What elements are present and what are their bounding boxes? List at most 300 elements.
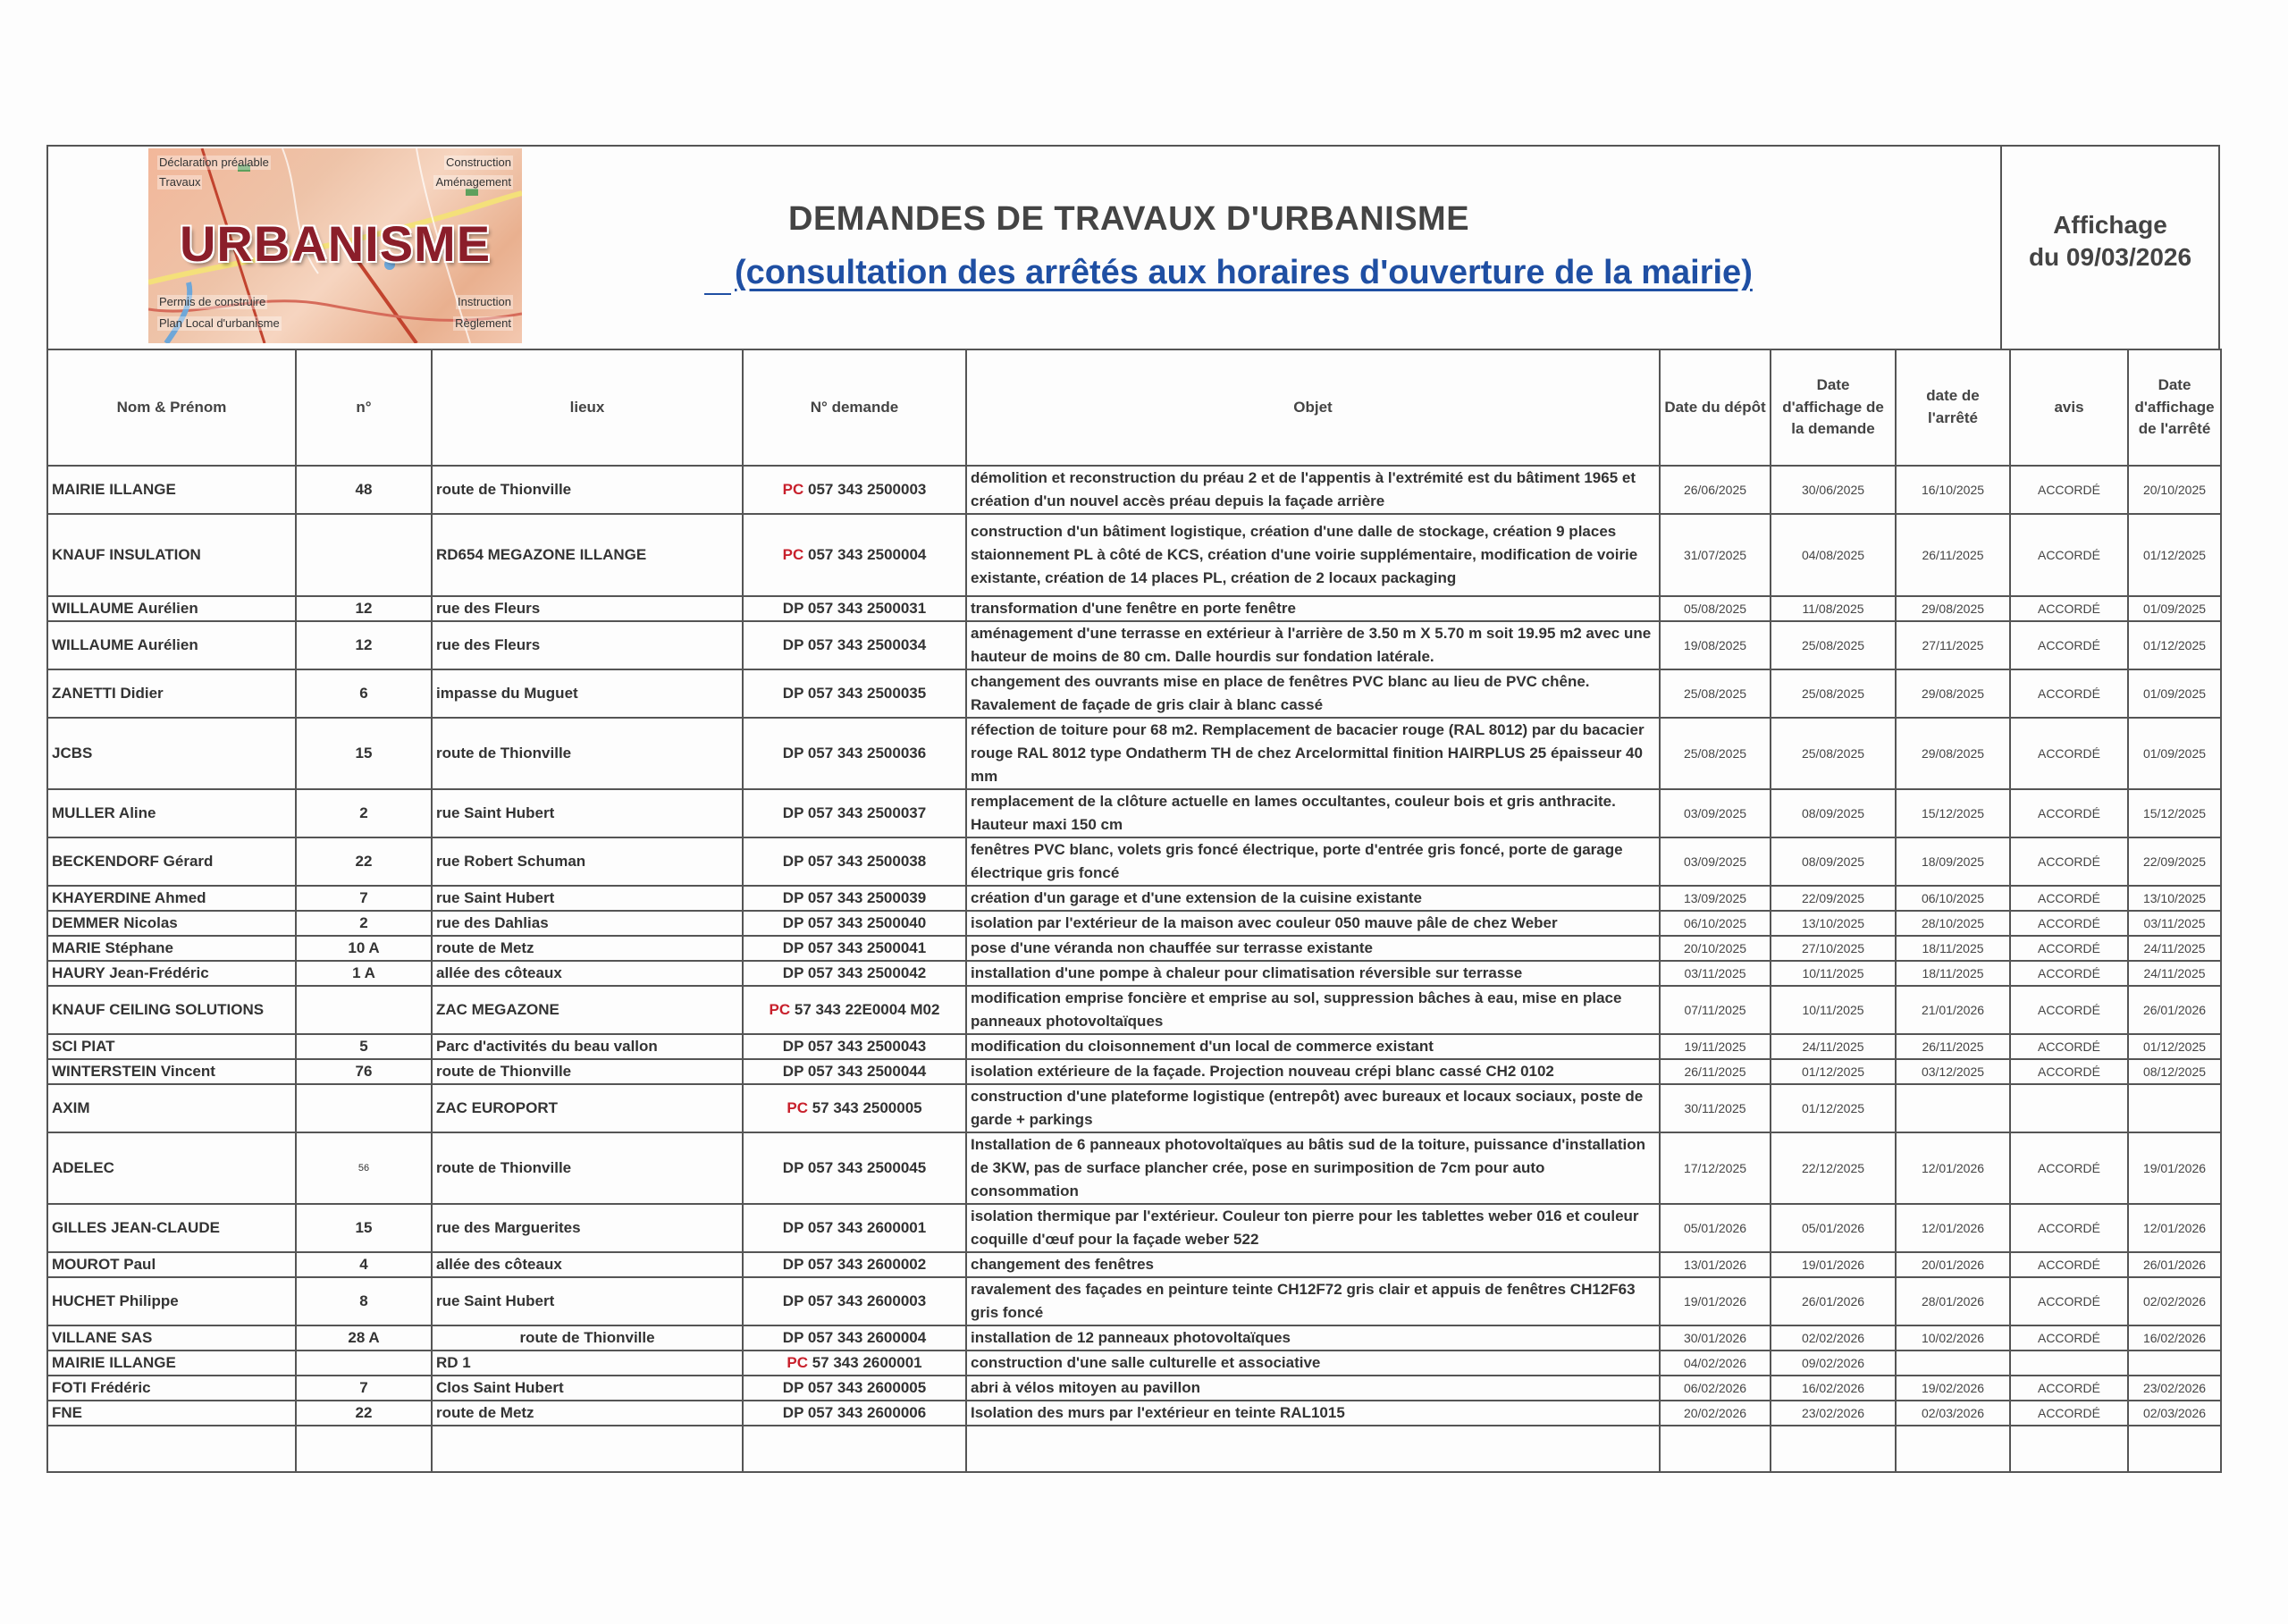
table-row bbox=[47, 986, 2221, 1034]
location: route de Metz bbox=[432, 1401, 743, 1426]
street-number bbox=[296, 1351, 432, 1376]
date-affichage-arrete: 01/09/2025 bbox=[2128, 596, 2221, 621]
column-header-col-numero: n° bbox=[296, 349, 432, 466]
request-type: DP bbox=[782, 939, 804, 956]
request-number bbox=[743, 886, 966, 911]
request-id: 57 343 2500005 bbox=[812, 1099, 922, 1116]
request-type: DP bbox=[782, 1063, 804, 1080]
table-row bbox=[47, 936, 2221, 961]
logo-tags-row bbox=[157, 295, 513, 309]
location: route de Thionville bbox=[432, 1132, 743, 1204]
request-object: création d'un garage et d'une extension de la cuisine existante bbox=[966, 886, 1660, 911]
date-depot: 30/11/2025 bbox=[1660, 1084, 1771, 1132]
date-affichage-arrete: 08/12/2025 bbox=[2128, 1059, 2221, 1084]
street-number: 2 bbox=[296, 789, 432, 837]
request-type: DP bbox=[782, 1256, 804, 1273]
date-depot: 03/09/2025 bbox=[1660, 837, 1771, 886]
date-affichage-arrete: 02/03/2026 bbox=[2128, 1401, 2221, 1426]
request-number bbox=[743, 1084, 966, 1132]
applicant-name: JCBS bbox=[47, 718, 296, 789]
applicant-name: MOUROT Paul bbox=[47, 1252, 296, 1277]
request-id: 57 343 22E0004 M02 bbox=[794, 1001, 940, 1018]
date-arrete: 29/08/2025 bbox=[1896, 718, 2010, 789]
applicant-name: ZANETTI Didier bbox=[47, 669, 296, 718]
date-affichage-demande: 04/08/2025 bbox=[1771, 514, 1896, 596]
avis-status: ACCORDÉ bbox=[2010, 1252, 2128, 1277]
location: ZAC MEGAZONE bbox=[432, 986, 743, 1034]
request-number bbox=[743, 961, 966, 986]
date-arrete: 28/01/2026 bbox=[1896, 1277, 2010, 1325]
location: Clos Saint Hubert bbox=[432, 1376, 743, 1401]
request-id: 057 343 2500036 bbox=[807, 745, 927, 762]
request-number bbox=[743, 1401, 966, 1426]
avis-status: ACCORDÉ bbox=[2010, 1376, 2128, 1401]
date-affichage-arrete: 01/12/2025 bbox=[2128, 1034, 2221, 1059]
date-arrete: 19/02/2026 bbox=[1896, 1376, 2010, 1401]
location: Parc d'activités du beau vallon bbox=[432, 1034, 743, 1059]
date-affichage-demande: 11/08/2025 bbox=[1771, 596, 1896, 621]
street-number: 22 bbox=[296, 1401, 432, 1426]
request-number bbox=[743, 1132, 966, 1204]
date-arrete: 29/08/2025 bbox=[1896, 669, 2010, 718]
street-number: 8 bbox=[296, 1277, 432, 1325]
date-depot: 13/09/2025 bbox=[1660, 886, 1771, 911]
request-id: 57 343 2600001 bbox=[812, 1354, 922, 1371]
request-number bbox=[743, 986, 966, 1034]
date-affichage-demande: 01/12/2025 bbox=[1771, 1084, 1896, 1132]
avis-status bbox=[2010, 1084, 2128, 1132]
avis-status: ACCORDÉ bbox=[2010, 936, 2128, 961]
date-affichage-demande: 08/09/2025 bbox=[1771, 789, 1896, 837]
request-object: pose d'une véranda non chauffée sur terrasse existante bbox=[966, 936, 1660, 961]
table-row bbox=[47, 1059, 2221, 1084]
date-arrete: 15/12/2025 bbox=[1896, 789, 2010, 837]
request-id: 057 343 2500041 bbox=[807, 939, 927, 956]
column-header-col-objet: Objet bbox=[966, 349, 1660, 466]
request-type: DP bbox=[782, 964, 804, 981]
request-id: 057 343 2600004 bbox=[807, 1329, 927, 1346]
date-depot: 26/06/2025 bbox=[1660, 466, 1771, 514]
location: rue des Fleurs bbox=[432, 621, 743, 669]
date-affichage-arrete: 24/11/2025 bbox=[2128, 961, 2221, 986]
table-row bbox=[47, 1132, 2221, 1204]
applicant-name: HAURY Jean-Frédéric bbox=[47, 961, 296, 986]
date-affichage-demande: 26/01/2026 bbox=[1771, 1277, 1896, 1325]
street-number: 15 bbox=[296, 718, 432, 789]
request-type: DP bbox=[782, 1038, 804, 1055]
applicant-name: DEMMER Nicolas bbox=[47, 911, 296, 936]
table-body bbox=[47, 466, 2221, 1472]
date-affichage-arrete: 01/09/2025 bbox=[2128, 669, 2221, 718]
column-header-col-date-affichage-arrete: Date d'affichage de l'arrêté bbox=[2128, 349, 2221, 466]
request-type: PC bbox=[786, 1099, 808, 1116]
urbanisme-logo-image bbox=[148, 148, 522, 343]
date-depot: 30/01/2026 bbox=[1660, 1325, 1771, 1351]
request-object: isolation extérieure de la façade. Projection nouveau crépi blanc cassé CH2 0102 bbox=[966, 1059, 1660, 1084]
location: route de Thionville bbox=[432, 1059, 743, 1084]
logo-tags-row bbox=[157, 316, 513, 331]
request-object: installation d'une pompe à chaleur pour climatisation réversible sur terrasse bbox=[966, 961, 1660, 986]
request-type: DP bbox=[782, 853, 804, 870]
applicant-name: AXIM bbox=[47, 1084, 296, 1132]
date-arrete: 21/01/2026 bbox=[1896, 986, 2010, 1034]
date-depot: 06/10/2025 bbox=[1660, 911, 1771, 936]
request-type: DP bbox=[782, 889, 804, 906]
date-depot: 04/02/2026 bbox=[1660, 1351, 1771, 1376]
request-number bbox=[743, 596, 966, 621]
date-depot: 20/10/2025 bbox=[1660, 936, 1771, 961]
street-number: 76 bbox=[296, 1059, 432, 1084]
table-row bbox=[47, 886, 2221, 911]
location: route de Thionville bbox=[432, 466, 743, 514]
request-id: 057 343 2500044 bbox=[807, 1063, 927, 1080]
location: rue Saint Hubert bbox=[432, 1277, 743, 1325]
request-number bbox=[743, 911, 966, 936]
request-number bbox=[743, 789, 966, 837]
request-type: PC bbox=[782, 481, 804, 498]
date-affichage-demande: 16/02/2026 bbox=[1771, 1376, 1896, 1401]
request-id: 057 343 2500042 bbox=[807, 964, 927, 981]
request-object: construction d'une plateforme logistique (entrepôt) avec bureaux et locaux sociaux, poste de garde + parkings bbox=[966, 1084, 1660, 1132]
date-affichage-demande: 30/06/2025 bbox=[1771, 466, 1896, 514]
date-arrete: 10/02/2026 bbox=[1896, 1325, 2010, 1351]
date-affichage-demande: 25/08/2025 bbox=[1771, 669, 1896, 718]
avis-status: ACCORDÉ bbox=[2010, 1059, 2128, 1084]
affichage-box bbox=[2000, 147, 2218, 350]
request-number bbox=[743, 1059, 966, 1084]
date-affichage-arrete: 19/01/2026 bbox=[2128, 1132, 2221, 1204]
request-number bbox=[743, 669, 966, 718]
date-affichage-demande: 01/12/2025 bbox=[1771, 1059, 1896, 1084]
street-number bbox=[296, 1084, 432, 1132]
date-arrete: 18/11/2025 bbox=[1896, 936, 2010, 961]
affichage-date: du 09/03/2026 bbox=[2028, 243, 2192, 272]
request-type: DP bbox=[782, 1329, 804, 1346]
applicant-name: KNAUF CEILING SOLUTIONS bbox=[47, 986, 296, 1034]
applicant-name: KNAUF INSULATION bbox=[47, 514, 296, 596]
request-id: 057 343 2500004 bbox=[808, 546, 927, 563]
avis-status: ACCORDÉ bbox=[2010, 1204, 2128, 1252]
empty-cell bbox=[966, 1426, 1660, 1472]
empty-cell bbox=[432, 1426, 743, 1472]
request-id: 057 343 2600003 bbox=[807, 1292, 927, 1309]
date-affichage-arrete: 23/02/2026 bbox=[2128, 1376, 2221, 1401]
affichage-label: Affichage bbox=[2053, 211, 2167, 239]
request-type: DP bbox=[782, 1219, 804, 1236]
logo-tag: Construction bbox=[446, 156, 511, 169]
date-affichage-demande: 10/11/2025 bbox=[1771, 986, 1896, 1034]
column-header-col-date-depot: Date du dépôt bbox=[1660, 349, 1771, 466]
column-header-col-lieux: lieux bbox=[432, 349, 743, 466]
request-type: DP bbox=[782, 804, 804, 821]
street-number: 48 bbox=[296, 466, 432, 514]
date-depot: 17/12/2025 bbox=[1660, 1132, 1771, 1204]
table-row bbox=[47, 514, 2221, 596]
avis-status: ACCORDÉ bbox=[2010, 789, 2128, 837]
location: route de Metz bbox=[432, 936, 743, 961]
table-row bbox=[47, 466, 2221, 514]
date-arrete bbox=[1896, 1084, 2010, 1132]
request-id: 057 343 2600001 bbox=[807, 1219, 927, 1236]
location: rue des Fleurs bbox=[432, 596, 743, 621]
request-type: PC bbox=[782, 546, 804, 563]
request-object: construction d'une salle culturelle et associative bbox=[966, 1351, 1660, 1376]
avis-status: ACCORDÉ bbox=[2010, 837, 2128, 886]
table-row bbox=[47, 1252, 2221, 1277]
logo-tags-row bbox=[157, 156, 513, 170]
date-affichage-arrete: 03/11/2025 bbox=[2128, 911, 2221, 936]
location: impasse du Muguet bbox=[432, 669, 743, 718]
request-object: Installation de 6 panneaux photovoltaïques au bâtis sud de la toiture, puissance d'installation de 3KW, pas de surface plancher crée, pose en surimposition de 7cm pour auto consommation bbox=[966, 1132, 1660, 1204]
request-number bbox=[743, 1277, 966, 1325]
request-number bbox=[743, 621, 966, 669]
date-arrete: 28/10/2025 bbox=[1896, 911, 2010, 936]
logo-tag: Aménagement bbox=[435, 175, 511, 189]
empty-cell bbox=[296, 1426, 432, 1472]
date-affichage-arrete: 24/11/2025 bbox=[2128, 936, 2221, 961]
request-object: démolition et reconstruction du préau 2 et de l'appentis à l'extrémité est du bâtiment 1965 et création d'un nouvel accès préau depuis la façade arrière bbox=[966, 466, 1660, 514]
street-number: 56 bbox=[296, 1132, 432, 1204]
avis-status: ACCORDÉ bbox=[2010, 1034, 2128, 1059]
location: ZAC EUROPORT bbox=[432, 1084, 743, 1132]
applicant-name: ADELEC bbox=[47, 1132, 296, 1204]
applicant-name: MAIRIE ILLANGE bbox=[47, 466, 296, 514]
logo-tags-row bbox=[157, 175, 513, 189]
request-number bbox=[743, 1034, 966, 1059]
table-row bbox=[47, 621, 2221, 669]
request-object: fenêtres PVC blanc, volets gris foncé électrique, porte d'entrée gris foncé, porte de garage électrique gris foncé bbox=[966, 837, 1660, 886]
request-type: DP bbox=[782, 1379, 804, 1396]
date-arrete: 20/01/2026 bbox=[1896, 1252, 2010, 1277]
applicant-name: WILLAUME Aurélien bbox=[47, 621, 296, 669]
table-row bbox=[47, 1401, 2221, 1426]
date-affichage-demande: 05/01/2026 bbox=[1771, 1204, 1896, 1252]
logo-tag: Plan Local d'urbanisme bbox=[159, 316, 280, 330]
date-affichage-demande: 24/11/2025 bbox=[1771, 1034, 1896, 1059]
request-id: 057 343 2500038 bbox=[807, 853, 927, 870]
date-affichage-arrete: 20/10/2025 bbox=[2128, 466, 2221, 514]
request-id: 057 343 2500037 bbox=[807, 804, 927, 821]
applicant-name: BECKENDORF Gérard bbox=[47, 837, 296, 886]
table-row bbox=[47, 789, 2221, 837]
document-header bbox=[46, 145, 2220, 349]
street-number bbox=[296, 986, 432, 1034]
date-affichage-arrete bbox=[2128, 1084, 2221, 1132]
applicant-name: MAIRIE ILLANGE bbox=[47, 1351, 296, 1376]
date-arrete: 18/09/2025 bbox=[1896, 837, 2010, 886]
date-depot: 03/09/2025 bbox=[1660, 789, 1771, 837]
request-id: 057 343 2500031 bbox=[807, 600, 927, 617]
request-number bbox=[743, 718, 966, 789]
applicant-name: SCI PIAT bbox=[47, 1034, 296, 1059]
date-depot: 05/08/2025 bbox=[1660, 596, 1771, 621]
applicant-name: MULLER Aline bbox=[47, 789, 296, 837]
table-row bbox=[47, 1376, 2221, 1401]
request-id: 057 343 2500040 bbox=[807, 914, 927, 931]
request-type: DP bbox=[782, 685, 804, 702]
table-row bbox=[47, 1204, 2221, 1252]
request-type: DP bbox=[782, 745, 804, 762]
request-number bbox=[743, 1252, 966, 1277]
location: RD654 MEGAZONE ILLANGE bbox=[432, 514, 743, 596]
date-depot: 06/02/2026 bbox=[1660, 1376, 1771, 1401]
applicant-name: MARIE Stéphane bbox=[47, 936, 296, 961]
street-number: 10 A bbox=[296, 936, 432, 961]
date-affichage-demande: 19/01/2026 bbox=[1771, 1252, 1896, 1277]
avis-status bbox=[2010, 1351, 2128, 1376]
applicant-name: WINTERSTEIN Vincent bbox=[47, 1059, 296, 1084]
request-type: DP bbox=[782, 636, 804, 653]
applicant-name: FOTI Frédéric bbox=[47, 1376, 296, 1401]
request-object: ravalement des façades en peinture teinte CH12F72 gris clair et appuis de fenêtres CH12F63 gris foncé bbox=[966, 1277, 1660, 1325]
date-affichage-arrete: 02/02/2026 bbox=[2128, 1277, 2221, 1325]
location: rue Saint Hubert bbox=[432, 789, 743, 837]
applicant-name: VILLANE SAS bbox=[47, 1325, 296, 1351]
date-depot: 26/11/2025 bbox=[1660, 1059, 1771, 1084]
location: rue Robert Schuman bbox=[432, 837, 743, 886]
empty-cell bbox=[1771, 1426, 1896, 1472]
request-object: changement des fenêtres bbox=[966, 1252, 1660, 1277]
date-depot: 07/11/2025 bbox=[1660, 986, 1771, 1034]
date-affichage-arrete: 15/12/2025 bbox=[2128, 789, 2221, 837]
logo-tag: Règlement bbox=[455, 316, 511, 330]
date-arrete: 18/11/2025 bbox=[1896, 961, 2010, 986]
empty-cell bbox=[743, 1426, 966, 1472]
request-id: 057 343 2500039 bbox=[807, 889, 927, 906]
table-row bbox=[47, 837, 2221, 886]
column-header-col-date-affichage-demande: Date d'affichage de la demande bbox=[1771, 349, 1896, 466]
request-type: DP bbox=[782, 1404, 804, 1421]
date-arrete: 29/08/2025 bbox=[1896, 596, 2010, 621]
date-arrete: 12/01/2026 bbox=[1896, 1132, 2010, 1204]
avis-status: ACCORDÉ bbox=[2010, 514, 2128, 596]
date-affichage-demande: 02/02/2026 bbox=[1771, 1325, 1896, 1351]
location: route de Thionville bbox=[432, 718, 743, 789]
avis-status: ACCORDÉ bbox=[2010, 1325, 2128, 1351]
request-type: DP bbox=[782, 1159, 804, 1176]
request-object: réfection de toiture pour 68 m2. Remplacement de bacacier rouge (RAL 8012) par du bacacier rouge RAL 8012 type Ondatherm TH de chez Arcelormittal finition HAIRPLUS 25 épaisseur 40 mm bbox=[966, 718, 1660, 789]
request-object: remplacement de la clôture actuelle en lames occultantes, couleur bois et gris anthracite. Hauteur maxi 150 cm bbox=[966, 789, 1660, 837]
date-affichage-arrete: 26/01/2026 bbox=[2128, 986, 2221, 1034]
table-row bbox=[47, 1325, 2221, 1351]
location: rue des Marguerites bbox=[432, 1204, 743, 1252]
page-title: DEMANDES DE TRAVAUX D'URBANISME bbox=[788, 200, 1470, 238]
empty-cell bbox=[2128, 1426, 2221, 1472]
date-arrete: 16/10/2025 bbox=[1896, 466, 2010, 514]
request-id: 057 343 2500043 bbox=[807, 1038, 927, 1055]
request-number bbox=[743, 837, 966, 886]
date-affichage-arrete: 16/02/2026 bbox=[2128, 1325, 2221, 1351]
request-object: construction d'un bâtiment logistique, création d'une dalle de stockage, création 9 places staionnement PL à côté de KCS, création d'une voirie supplémentaire, modification de voirie existante, création de 14 places PL, création de 2 locaux packaging bbox=[966, 514, 1660, 596]
avis-status: ACCORDÉ bbox=[2010, 669, 2128, 718]
date-affichage-demande: 25/08/2025 bbox=[1771, 718, 1896, 789]
date-depot: 03/11/2025 bbox=[1660, 961, 1771, 986]
request-object: isolation thermique par l'extérieur. Couleur ton pierre pour les tablettes weber 016 et couleur coquille d'œuf pour la façade weber 522 bbox=[966, 1204, 1660, 1252]
location: route de Thionville bbox=[432, 1325, 743, 1351]
request-number bbox=[743, 1376, 966, 1401]
request-id: 057 343 2500045 bbox=[807, 1159, 927, 1176]
date-depot: 31/07/2025 bbox=[1660, 514, 1771, 596]
avis-status: ACCORDÉ bbox=[2010, 1277, 2128, 1325]
request-object: installation de 12 panneaux photovoltaïques bbox=[966, 1325, 1660, 1351]
request-number bbox=[743, 1204, 966, 1252]
table-row bbox=[47, 1084, 2221, 1132]
table-header-row bbox=[47, 349, 2221, 466]
request-type: PC bbox=[769, 1001, 791, 1018]
logo-tag: Instruction bbox=[458, 295, 511, 308]
request-number bbox=[743, 936, 966, 961]
request-id: 057 343 2500034 bbox=[807, 636, 927, 653]
date-affichage-demande: 25/08/2025 bbox=[1771, 621, 1896, 669]
date-affichage-demande: 10/11/2025 bbox=[1771, 961, 1896, 986]
date-affichage-demande: 22/09/2025 bbox=[1771, 886, 1896, 911]
avis-status: ACCORDÉ bbox=[2010, 986, 2128, 1034]
request-id: 057 343 2600002 bbox=[807, 1256, 927, 1273]
location: rue des Dahlias bbox=[432, 911, 743, 936]
street-number: 12 bbox=[296, 621, 432, 669]
request-object: isolation par l'extérieur de la maison avec couleur 050 mauve pâle de chez Weber bbox=[966, 911, 1660, 936]
request-number bbox=[743, 514, 966, 596]
request-type: PC bbox=[786, 1354, 808, 1371]
date-depot: 25/08/2025 bbox=[1660, 718, 1771, 789]
table-row bbox=[47, 1034, 2221, 1059]
avis-status: ACCORDÉ bbox=[2010, 1132, 2128, 1204]
date-affichage-arrete: 12/01/2026 bbox=[2128, 1204, 2221, 1252]
avis-status: ACCORDÉ bbox=[2010, 886, 2128, 911]
empty-cell bbox=[1660, 1426, 1771, 1472]
request-id: 057 343 2600005 bbox=[807, 1379, 927, 1396]
avis-status: ACCORDÉ bbox=[2010, 718, 2128, 789]
empty-table-row bbox=[47, 1426, 2221, 1472]
logo-wordmark: URBANISME bbox=[179, 215, 492, 272]
date-affichage-demande: 22/12/2025 bbox=[1771, 1132, 1896, 1204]
date-affichage-arrete: 22/09/2025 bbox=[2128, 837, 2221, 886]
street-number: 22 bbox=[296, 837, 432, 886]
request-object: modification emprise foncière et emprise au sol, suppression bâches à eau, mise en place panneaux photovoltaïques bbox=[966, 986, 1660, 1034]
date-affichage-demande: 09/02/2026 bbox=[1771, 1351, 1896, 1376]
request-id: 057 343 2500003 bbox=[808, 481, 927, 498]
avis-status: ACCORDÉ bbox=[2010, 911, 2128, 936]
street-number: 15 bbox=[296, 1204, 432, 1252]
table-row bbox=[47, 718, 2221, 789]
table-row bbox=[47, 1277, 2221, 1325]
date-arrete: 03/12/2025 bbox=[1896, 1059, 2010, 1084]
date-arrete bbox=[1896, 1351, 2010, 1376]
applicant-name: HUCHET Philippe bbox=[47, 1277, 296, 1325]
avis-status: ACCORDÉ bbox=[2010, 961, 2128, 986]
street-number bbox=[296, 514, 432, 596]
date-affichage-arrete: 01/09/2025 bbox=[2128, 718, 2221, 789]
applicant-name: GILLES JEAN-CLAUDE bbox=[47, 1204, 296, 1252]
avis-status: ACCORDÉ bbox=[2010, 1401, 2128, 1426]
empty-cell bbox=[1896, 1426, 2010, 1472]
request-id: 057 343 2600006 bbox=[807, 1404, 927, 1421]
date-arrete: 02/03/2026 bbox=[1896, 1401, 2010, 1426]
applicant-name: FNE bbox=[47, 1401, 296, 1426]
street-number: 7 bbox=[296, 886, 432, 911]
avis-status: ACCORDÉ bbox=[2010, 621, 2128, 669]
avis-status: ACCORDÉ bbox=[2010, 466, 2128, 514]
street-number: 6 bbox=[296, 669, 432, 718]
avis-status: ACCORDÉ bbox=[2010, 596, 2128, 621]
request-number bbox=[743, 1351, 966, 1376]
request-object: abri à vélos mitoyen au pavillon bbox=[966, 1376, 1660, 1401]
date-depot: 25/08/2025 bbox=[1660, 669, 1771, 718]
request-object: transformation d'une fenêtre en porte fenêtre bbox=[966, 596, 1660, 621]
request-type: DP bbox=[782, 600, 804, 617]
logo-tag: Permis de construire bbox=[159, 295, 266, 308]
location: allée des côteaux bbox=[432, 961, 743, 986]
